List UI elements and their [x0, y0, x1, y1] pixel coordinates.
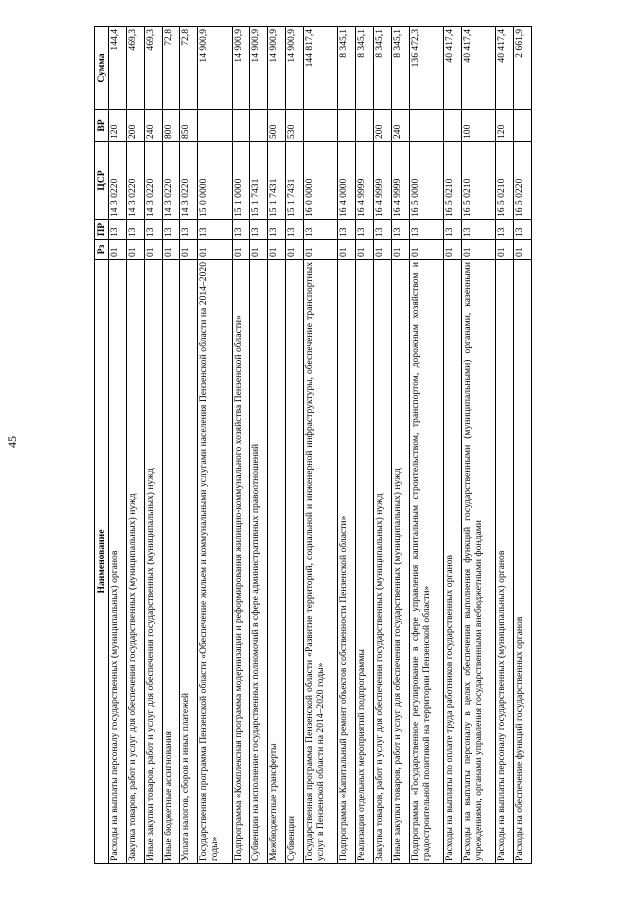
cell-rz: 01: [513, 240, 531, 260]
cell-rz: 01: [391, 240, 409, 260]
column-header-sum: Сумма: [95, 27, 109, 110]
table-row: [461, 27, 495, 864]
cell-csr: 16 0 0000: [303, 142, 337, 220]
cell-name: Иные закупки товаров, работ и услуг для обеспечения государственных (муниципальных) нужд: [144, 260, 162, 864]
cell-csr: 16 4 9999: [373, 142, 391, 220]
cell-vr: [303, 110, 337, 142]
cell-rz: 01: [286, 240, 304, 260]
table-row: [496, 27, 514, 864]
cell-vr: 200: [373, 110, 391, 142]
cell-csr: 16 4 0000: [338, 142, 356, 220]
cell-pr: 13: [232, 220, 250, 240]
table-row: [373, 27, 391, 864]
cell-csr: 14 3 0220: [144, 142, 162, 220]
cell-name: Государственная программа Пензенской области «Развитие территорий, социальной и инженерной инфраструктуры, обеспечение транспортных услуг в Пензенской области на 2014–2020 годы»: [303, 260, 337, 864]
cell-pr: 13: [268, 220, 286, 240]
cell-pr: 13: [126, 220, 144, 240]
cell-name: Субвенции: [286, 260, 304, 864]
cell-rz: 01: [198, 240, 232, 260]
cell-vr: [250, 110, 268, 142]
cell-name: Расходы на выплаты персоналу государственных (муниципальных) органов: [109, 260, 127, 864]
cell-pr: 13: [409, 220, 443, 240]
table-row: [286, 27, 304, 864]
cell-csr: 16 5 0210: [443, 142, 461, 220]
cell-name: Подпрограмма «Государственное регулирование в сфере управления капитальным строительством, транспортом, дорожным хозяйством и градостроительной политикой на территории Пензенской области»: [409, 260, 443, 864]
table-row: [109, 27, 127, 864]
cell-sum: 14 900,9: [232, 27, 250, 110]
cell-csr: 16 4 9999: [391, 142, 409, 220]
cell-csr: 14 3 0220: [162, 142, 180, 220]
cell-name: Субвенции на исполнение государственных полномочий в сфере административных правоотношений: [250, 260, 268, 864]
cell-rz: 01: [356, 240, 374, 260]
table-row: [443, 27, 461, 864]
cell-rz: 01: [303, 240, 337, 260]
table-row: [180, 27, 198, 864]
cell-rz: 01: [232, 240, 250, 260]
cell-csr: 15 1 0000: [232, 142, 250, 220]
cell-name: Уплата налогов, сборов и иных платежей: [180, 260, 198, 864]
cell-sum: 8 345,1: [373, 27, 391, 110]
cell-csr: 14 3 0220: [180, 142, 198, 220]
cell-pr: 13: [109, 220, 127, 240]
cell-vr: [232, 110, 250, 142]
cell-name: Расходы на обеспечение функций государственных органов: [513, 260, 531, 864]
cell-name: Закупка товаров, работ и услуг для обеспечения государственных (муниципальных) нужд: [126, 260, 144, 864]
table-row: [409, 27, 443, 864]
rotated-table-container: [94, 27, 532, 864]
table-row: [144, 27, 162, 864]
cell-sum: 40 417,4: [443, 27, 461, 110]
cell-rz: 01: [338, 240, 356, 260]
cell-name: Иные бюджетные ассигнования: [162, 260, 180, 864]
cell-rz: 01: [496, 240, 514, 260]
cell-csr: 14 3 0220: [126, 142, 144, 220]
cell-csr: 16 5 0210: [461, 142, 495, 220]
cell-rz: 01: [109, 240, 127, 260]
table-row: [250, 27, 268, 864]
cell-pr: 13: [356, 220, 374, 240]
cell-rz: 01: [373, 240, 391, 260]
cell-sum: 8 345,1: [356, 27, 374, 110]
cell-name: Подпрограмма «Комплексная программа модернизации и реформирования жилищно-коммунального хозяйства Пензенской области»: [232, 260, 250, 864]
cell-name: Межбюджетные трансферты: [268, 260, 286, 864]
cell-vr: 240: [391, 110, 409, 142]
cell-name: Реализация отдельных мероприятий подпрограммы: [356, 260, 374, 864]
table-row: [303, 27, 337, 864]
cell-sum: 40 417,4: [461, 27, 495, 110]
cell-vr: 500: [268, 110, 286, 142]
cell-sum: 144 817,4: [303, 27, 337, 110]
cell-rz: 01: [126, 240, 144, 260]
column-header-vr: ВР: [95, 110, 109, 142]
cell-pr: 13: [180, 220, 198, 240]
cell-sum: 72,8: [180, 27, 198, 110]
cell-csr: 16 5 0000: [409, 142, 443, 220]
cell-csr: 15 1 7431: [250, 142, 268, 220]
table-row: [268, 27, 286, 864]
cell-rz: 01: [268, 240, 286, 260]
cell-csr: 15 0 0000: [198, 142, 232, 220]
cell-pr: 13: [496, 220, 514, 240]
cell-sum: 8 345,1: [338, 27, 356, 110]
cell-csr: 14 3 0220: [109, 142, 127, 220]
cell-sum: 8 345,1: [391, 27, 409, 110]
cell-rz: 01: [144, 240, 162, 260]
cell-csr: 15 1 7431: [286, 142, 304, 220]
cell-name: Государственная программа Пензенской области «Обеспечение жильем и коммунальными услугами населения Пензенской области на 2014–2020 годы»: [198, 260, 232, 864]
column-header-pr: ПР: [95, 220, 109, 240]
cell-rz: 01: [443, 240, 461, 260]
table-row: [198, 27, 232, 864]
cell-vr: [409, 110, 443, 142]
cell-pr: 13: [198, 220, 232, 240]
cell-pr: 13: [513, 220, 531, 240]
cell-sum: 469,3: [126, 27, 144, 110]
cell-csr: 16 5 0210: [496, 142, 514, 220]
cell-csr: 16 4 9999: [356, 142, 374, 220]
cell-vr: 240: [144, 110, 162, 142]
cell-csr: 16 5 0220: [513, 142, 531, 220]
cell-sum: 144,4: [109, 27, 127, 110]
cell-sum: 40 417,4: [496, 27, 514, 110]
cell-sum: 14 900,9: [198, 27, 232, 110]
cell-pr: 13: [162, 220, 180, 240]
cell-pr: 13: [338, 220, 356, 240]
cell-sum: 14 900,9: [286, 27, 304, 110]
cell-pr: 13: [250, 220, 268, 240]
page-number: 45: [5, 436, 19, 448]
cell-pr: 13: [373, 220, 391, 240]
cell-vr: [338, 110, 356, 142]
cell-vr: 120: [109, 110, 127, 142]
cell-rz: 01: [461, 240, 495, 260]
cell-vr: 530: [286, 110, 304, 142]
cell-sum: 2 661,9: [513, 27, 531, 110]
cell-sum: 72,8: [162, 27, 180, 110]
budget-table: [94, 26, 532, 864]
cell-vr: [356, 110, 374, 142]
cell-name: Расходы на выплаты персоналу в целях обеспечения выполнения функций государственными (муниципальными) органами, казенными учреждениями, органами управления государственными внебюджетными фондами: [461, 260, 495, 864]
cell-rz: 01: [250, 240, 268, 260]
table-row: [356, 27, 374, 864]
cell-vr: [513, 110, 531, 142]
cell-vr: [443, 110, 461, 142]
column-header-rz: Рз: [95, 240, 109, 260]
cell-pr: 13: [286, 220, 304, 240]
cell-name: Подпрограмма «Капитальный ремонт объектов собственности Пензенской области»: [338, 260, 356, 864]
cell-name: Иные закупки товаров, работ и услуг для обеспечения государственных (муниципальных) нужд: [391, 260, 409, 864]
table-row: [162, 27, 180, 864]
cell-sum: 14 900,9: [268, 27, 286, 110]
cell-vr: 100: [461, 110, 495, 142]
table-row: [338, 27, 356, 864]
table-row: [232, 27, 250, 864]
cell-pr: 13: [144, 220, 162, 240]
table-header-row: [95, 27, 109, 864]
cell-vr: [198, 110, 232, 142]
cell-pr: 13: [303, 220, 337, 240]
cell-name: Расходы на выплаты по оплате труда работников государственных органов: [443, 260, 461, 864]
cell-sum: 14 900,9: [250, 27, 268, 110]
column-header-csr: ЦСР: [95, 142, 109, 220]
cell-rz: 01: [409, 240, 443, 260]
cell-pr: 13: [461, 220, 495, 240]
cell-name: Закупка товаров, работ и услуг для обеспечения государственных (муниципальных) нужд: [373, 260, 391, 864]
cell-vr: 800: [162, 110, 180, 142]
cell-rz: 01: [180, 240, 198, 260]
cell-vr: 120: [496, 110, 514, 142]
table-row: [513, 27, 531, 864]
cell-sum: 469,3: [144, 27, 162, 110]
column-header-name: Наименование: [95, 260, 109, 864]
table-row: [126, 27, 144, 864]
cell-pr: 13: [443, 220, 461, 240]
cell-vr: 850: [180, 110, 198, 142]
table-row: [391, 27, 409, 864]
cell-name: Расходы на выплаты персоналу государственных (муниципальных) органов: [496, 260, 514, 864]
cell-rz: 01: [162, 240, 180, 260]
cell-sum: 136 472,3: [409, 27, 443, 110]
cell-csr: 15 1 7431: [268, 142, 286, 220]
cell-pr: 13: [391, 220, 409, 240]
cell-vr: 200: [126, 110, 144, 142]
